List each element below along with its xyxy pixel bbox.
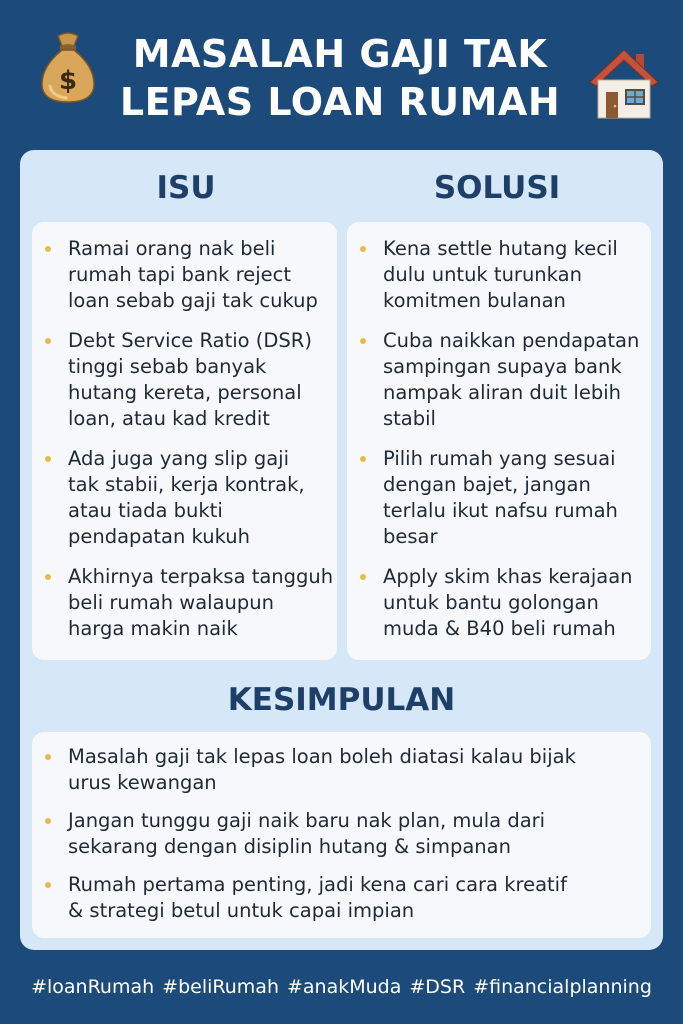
list-item-text: Ada juga yang slip gaji [68, 447, 289, 470]
list-item-text: besar [383, 525, 438, 548]
list-item-text: sekarang dengan disiplin hutang & simpanan [68, 835, 511, 858]
bullet-icon [360, 338, 366, 344]
list-item [32, 564, 337, 642]
list-item-text: beli rumah walaupun [68, 591, 275, 614]
list-item-text: dengan bajet, jangan [383, 473, 591, 496]
list-item-text: Masalah gaji tak lepas loan boleh diatasi kalau bijak [68, 745, 576, 768]
title-line-1: MASALAH GAJI TAK [132, 32, 548, 76]
list-item-text: atau tiada bukti [68, 499, 223, 522]
hashtag: #financialplanning [473, 976, 652, 998]
hashtag: #loanRumah [31, 976, 155, 998]
list-item-text: loan sebab gaji tak cukup [68, 289, 318, 312]
list-item-text: Ramai orang nak beli [68, 237, 276, 260]
page-title [100, 30, 580, 126]
list-item-text: urus kewangan [68, 771, 217, 794]
list-item-text: stabil [383, 407, 436, 430]
list-item-text: Apply skim khas kerajaan [383, 565, 633, 588]
content-panel [20, 150, 663, 950]
list-item-text: untuk bantu golongan [383, 591, 599, 614]
list-item [347, 328, 651, 432]
list-item-text: Akhirnya terpaksa tangguh [68, 565, 334, 588]
bullet-icon [45, 818, 51, 824]
list-item-text: Cuba naikkan pendapatan [383, 329, 640, 352]
kesimpulan-heading: KESIMPULAN [227, 682, 456, 718]
bullet-icon [360, 456, 366, 462]
bullet-icon [45, 338, 51, 344]
kesimpulan-card [32, 732, 651, 938]
bullet-icon [45, 882, 51, 888]
solusi-heading: SOLUSI [433, 170, 561, 206]
list-item-text: & strategi betul untuk capai impian [68, 899, 415, 922]
money-bag-icon [36, 30, 100, 106]
title-line-2: LEPAS LOAN RUMAH [119, 80, 561, 124]
solusi-card [347, 222, 651, 660]
list-item-text: tinggi sebab banyak [68, 355, 267, 378]
list-item-text: terlalu ikut nafsu rumah [383, 499, 618, 522]
list-item [32, 328, 337, 432]
list-item-text: Pilih rumah yang sesuai [383, 447, 616, 470]
isu-heading: ISU [156, 170, 216, 206]
list-item-text: Kena settle hutang kecil [383, 237, 618, 260]
isu-card [32, 222, 337, 660]
list-item-text: sampingan supaya bank [383, 355, 622, 378]
bullet-icon [45, 246, 51, 252]
list-item-text: Debt Service Ratio (DSR) [68, 329, 312, 352]
list-item-text: loan, atau kad kredit [68, 407, 270, 430]
bullet-icon [360, 574, 366, 580]
list-item [32, 446, 337, 550]
list-item-text: Jangan tunggu gaji naik baru nak plan, mula dari [68, 809, 546, 832]
bullet-icon [45, 754, 51, 760]
hashtag: #beliRumah [162, 976, 279, 998]
list-item [32, 236, 337, 314]
list-item-text: nampak aliran duit lebih [383, 381, 621, 404]
hashtag-bar [0, 972, 683, 1002]
header [0, 22, 683, 132]
list-item-text: komitmen bulanan [383, 289, 566, 312]
list-item [32, 872, 651, 924]
hashtag: #anakMuda [286, 976, 402, 998]
list-item [347, 564, 651, 642]
house-icon [586, 46, 662, 122]
list-item [32, 808, 651, 860]
svg-text:$: $ [58, 66, 78, 96]
list-item [347, 446, 651, 550]
bullet-icon [45, 456, 51, 462]
list-item-text: hutang kereta, personal [68, 381, 302, 404]
list-item-text: tak stabii, kerja kontrak, [68, 473, 305, 496]
bullet-icon [360, 246, 366, 252]
hashtag: #DSR [409, 976, 466, 998]
list-item-text: muda & B40 beli rumah [383, 617, 616, 640]
list-item-text: rumah tapi bank reject [68, 263, 292, 286]
list-item [32, 744, 651, 796]
list-item-text: Rumah pertama penting, jadi kena cari cara kreatif [68, 873, 567, 896]
list-item-text: harga makin naik [68, 617, 238, 640]
list-item-text: dulu untuk turunkan [383, 263, 582, 286]
list-item-text: pendapatan kukuh [68, 525, 251, 548]
list-item [347, 236, 651, 314]
bullet-icon [45, 574, 51, 580]
